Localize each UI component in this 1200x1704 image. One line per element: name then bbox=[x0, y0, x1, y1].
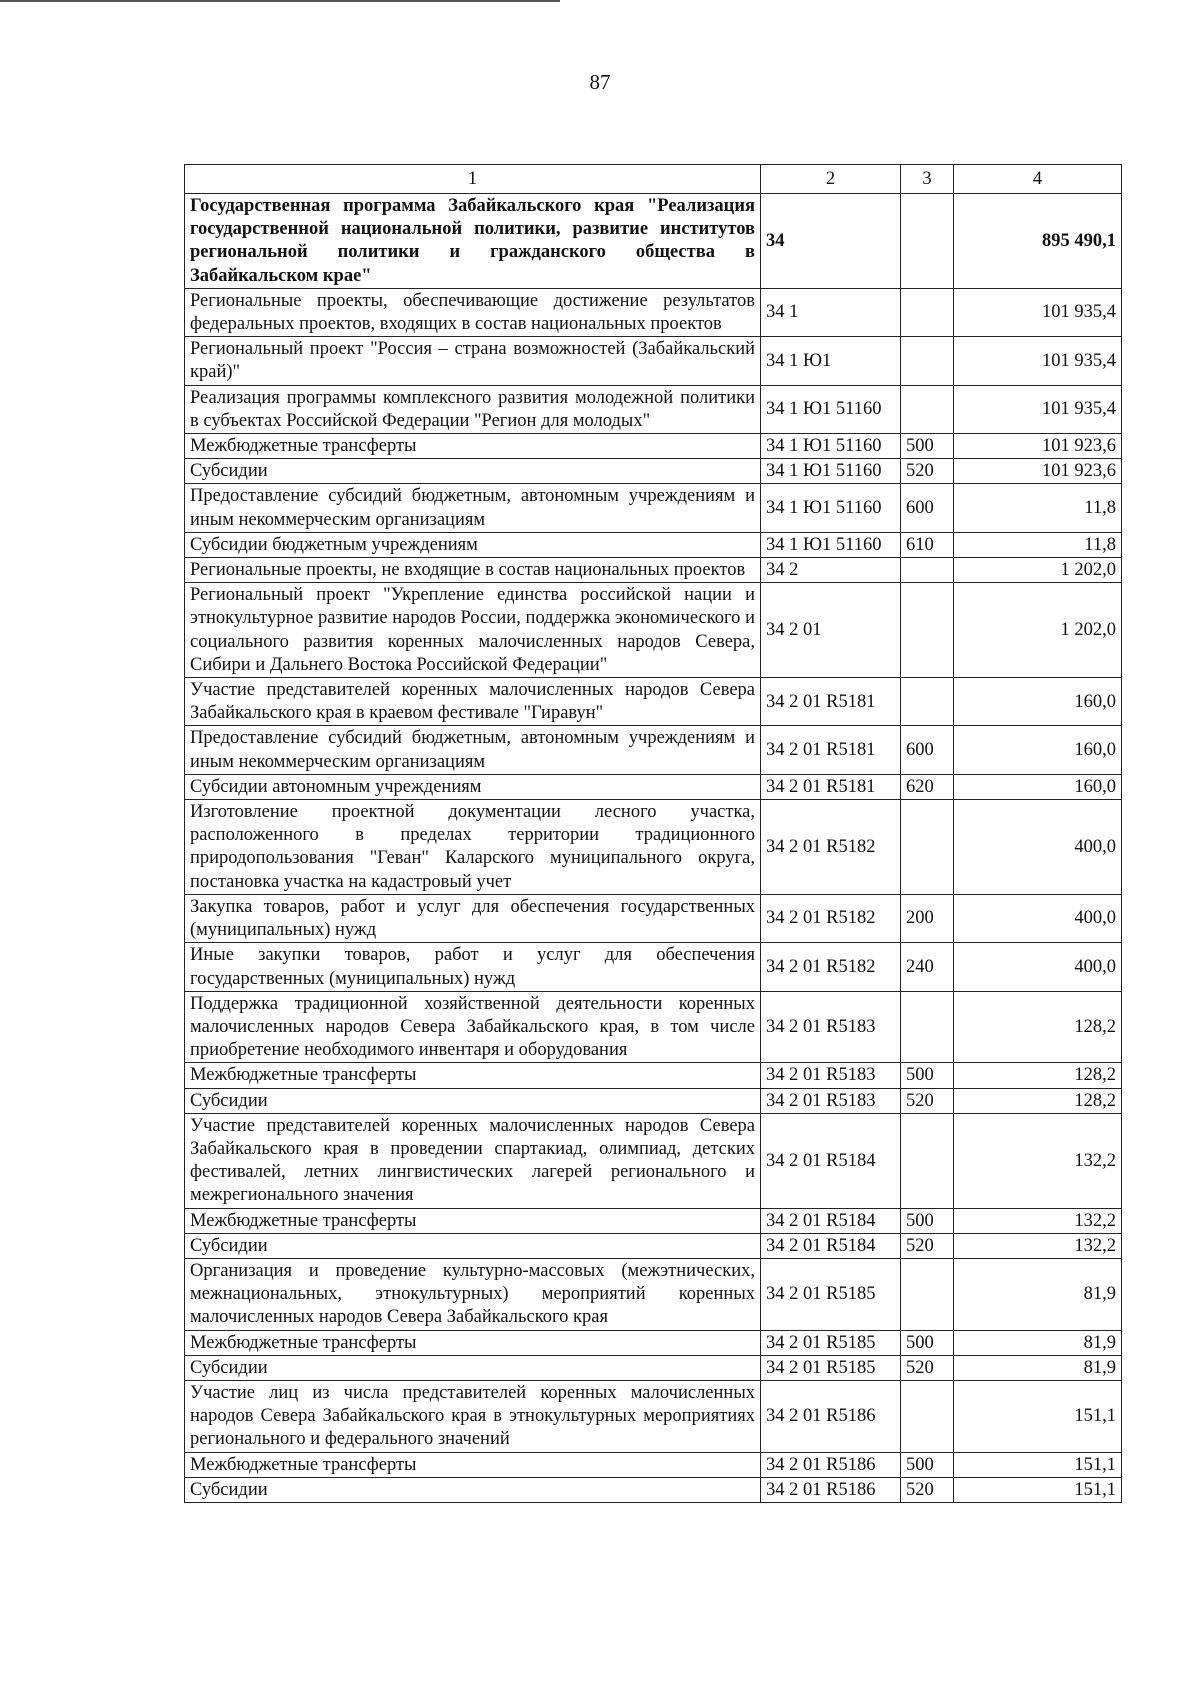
row-amount-cell: 132,2 bbox=[954, 1208, 1122, 1233]
row-name-cell: Межбюджетные трансферты bbox=[185, 1208, 761, 1233]
row-expense-type-cell: 600 bbox=[901, 726, 954, 774]
row-name-cell: Региональный проект "Укрепление единства российской нации и этнокультурное развитие народов России, поддержка экономического и социального развития коренных малочисленных народов Севера, Сибири и Дальнего Востока Российской Федерации" bbox=[185, 583, 761, 678]
budget-table bbox=[184, 164, 1122, 1503]
row-expense-type-cell bbox=[901, 991, 954, 1063]
row-expense-type-cell: 610 bbox=[901, 532, 954, 557]
row-expense-type-cell: 500 bbox=[901, 1330, 954, 1355]
table-row bbox=[185, 1355, 1122, 1380]
table-row bbox=[185, 337, 1122, 385]
row-code-cell: 34 2 01 R5182 bbox=[761, 894, 901, 942]
row-name-cell: Участие лиц из числа представителей коренных малочисленных народов Севера Забайкальского края в этнокультурных мероприятиях регионального и федерального значений bbox=[185, 1380, 761, 1452]
row-amount-cell: 101 935,4 bbox=[954, 288, 1122, 336]
row-amount-cell: 101 923,6 bbox=[954, 459, 1122, 484]
row-name-cell: Организация и проведение культурно-массовых (межэтнических, межнациональных, этнокультурных) мероприятий коренных малочисленных народов Севера Забайкальского края bbox=[185, 1258, 761, 1330]
row-code-cell: 34 2 01 bbox=[761, 583, 901, 678]
row-amount-cell: 151,1 bbox=[954, 1477, 1122, 1502]
table-row bbox=[185, 1258, 1122, 1330]
row-code-cell: 34 2 01 R5181 bbox=[761, 726, 901, 774]
table-row bbox=[185, 894, 1122, 942]
row-expense-type-cell: 240 bbox=[901, 943, 954, 991]
row-amount-cell: 128,2 bbox=[954, 1088, 1122, 1113]
row-amount-cell: 101 935,4 bbox=[954, 385, 1122, 433]
row-code-cell: 34 1 Ю1 bbox=[761, 337, 901, 385]
row-name-cell: Участие представителей коренных малочисленных народов Севера Забайкальского края в проведении спартакиад, олимпиад, детских фестивалей, летних лингвистических лагерей регионального и межрегионального значения bbox=[185, 1113, 761, 1208]
row-name-cell: Межбюджетные трансферты bbox=[185, 1330, 761, 1355]
row-name-cell: Поддержка традиционной хозяйственной деятельности коренных малочисленных народов Севера Забайкальского края, в том числе приобретение необходимого инвентаря и оборудования bbox=[185, 991, 761, 1063]
page-number: 87 bbox=[589, 70, 611, 94]
table-row bbox=[185, 800, 1122, 895]
row-name-cell: Субсидии бюджетным учреждениям bbox=[185, 532, 761, 557]
row-expense-type-cell bbox=[901, 288, 954, 336]
table-row bbox=[185, 532, 1122, 557]
row-expense-type-cell: 520 bbox=[901, 1088, 954, 1113]
row-amount-cell: 128,2 bbox=[954, 1063, 1122, 1088]
row-code-cell: 34 2 01 R5184 bbox=[761, 1208, 901, 1233]
row-code-cell: 34 2 01 R5182 bbox=[761, 943, 901, 991]
top-edge-line bbox=[0, 0, 560, 2]
row-code-cell: 34 2 01 R5181 bbox=[761, 774, 901, 799]
row-amount-cell: 1 202,0 bbox=[954, 583, 1122, 678]
row-code-cell: 34 2 01 R5183 bbox=[761, 1088, 901, 1113]
table-row bbox=[185, 583, 1122, 678]
row-expense-type-cell: 600 bbox=[901, 484, 954, 532]
row-amount-cell: 400,0 bbox=[954, 800, 1122, 895]
table-row bbox=[185, 1208, 1122, 1233]
row-expense-type-cell: 620 bbox=[901, 774, 954, 799]
row-name-cell: Изготовление проектной документации лесного участка, расположенного в пределах территории традиционного природопользования "Геван" Каларского муниципального округа, постановка участка на кадастровый учет bbox=[185, 800, 761, 895]
table-row bbox=[185, 1330, 1122, 1355]
table-row bbox=[185, 726, 1122, 774]
row-amount-cell: 1 202,0 bbox=[954, 558, 1122, 583]
row-expense-type-cell: 520 bbox=[901, 1477, 954, 1502]
row-expense-type-cell: 500 bbox=[901, 434, 954, 459]
row-code-cell: 34 2 01 R5186 bbox=[761, 1452, 901, 1477]
row-amount-cell: 160,0 bbox=[954, 678, 1122, 726]
table-row bbox=[185, 943, 1122, 991]
row-expense-type-cell: 520 bbox=[901, 1233, 954, 1258]
row-amount-cell: 400,0 bbox=[954, 943, 1122, 991]
row-name-cell: Субсидии автономным учреждениям bbox=[185, 774, 761, 799]
row-code-cell: 34 1 Ю1 51160 bbox=[761, 532, 901, 557]
row-amount-cell: 11,8 bbox=[954, 532, 1122, 557]
row-amount-cell: 81,9 bbox=[954, 1330, 1122, 1355]
row-name-cell: Региональный проект "Россия – страна возможностей (Забайкальский край)" bbox=[185, 337, 761, 385]
table-row bbox=[185, 1113, 1122, 1208]
row-name-cell: Реализация программы комплексного развития молодежной политики в субъектах Российской Федерации "Регион для молодых" bbox=[185, 385, 761, 433]
row-amount-cell: 81,9 bbox=[954, 1355, 1122, 1380]
table-row bbox=[185, 434, 1122, 459]
row-expense-type-cell bbox=[901, 1258, 954, 1330]
row-name-cell: Региональные проекты, обеспечивающие достижение результатов федеральных проектов, входящих в состав национальных проектов bbox=[185, 288, 761, 336]
row-expense-type-cell bbox=[901, 1380, 954, 1452]
row-amount-cell: 128,2 bbox=[954, 991, 1122, 1063]
row-name-cell: Субсидии bbox=[185, 1233, 761, 1258]
row-code-cell: 34 2 01 R5183 bbox=[761, 991, 901, 1063]
row-expense-type-cell bbox=[901, 583, 954, 678]
row-expense-type-cell: 520 bbox=[901, 1355, 954, 1380]
table-row bbox=[185, 1088, 1122, 1113]
row-name-cell: Участие представителей коренных малочисленных народов Севера Забайкальского края в краевом фестивале "Гиравун" bbox=[185, 678, 761, 726]
row-expense-type-cell bbox=[901, 800, 954, 895]
table-body bbox=[185, 194, 1122, 1503]
row-name-cell: Закупка товаров, работ и услуг для обеспечения государственных (муниципальных) нужд bbox=[185, 894, 761, 942]
row-amount-cell: 400,0 bbox=[954, 894, 1122, 942]
row-code-cell: 34 2 01 R5185 bbox=[761, 1330, 901, 1355]
column-header-4: 4 bbox=[954, 165, 1122, 194]
row-name-cell: Межбюджетные трансферты bbox=[185, 1063, 761, 1088]
table-row bbox=[185, 1477, 1122, 1502]
row-amount-cell: 11,8 bbox=[954, 484, 1122, 532]
row-expense-type-cell bbox=[901, 337, 954, 385]
row-amount-cell: 132,2 bbox=[954, 1113, 1122, 1208]
row-expense-type-cell bbox=[901, 558, 954, 583]
row-code-cell: 34 2 01 R5184 bbox=[761, 1113, 901, 1208]
table-row bbox=[185, 288, 1122, 336]
row-code-cell: 34 1 bbox=[761, 288, 901, 336]
row-code-cell: 34 2 01 R5182 bbox=[761, 800, 901, 895]
row-amount-cell: 895 490,1 bbox=[954, 194, 1122, 289]
row-expense-type-cell bbox=[901, 194, 954, 289]
row-code-cell: 34 2 01 R5185 bbox=[761, 1355, 901, 1380]
row-code-cell: 34 1 Ю1 51160 bbox=[761, 459, 901, 484]
row-code-cell: 34 2 bbox=[761, 558, 901, 583]
table-row bbox=[185, 385, 1122, 433]
row-code-cell: 34 1 Ю1 51160 bbox=[761, 484, 901, 532]
row-name-cell: Предоставление субсидий бюджетным, автономным учреждениям и иным некоммерческим организациям bbox=[185, 726, 761, 774]
row-code-cell: 34 2 01 R5186 bbox=[761, 1477, 901, 1502]
row-code-cell: 34 2 01 R5186 bbox=[761, 1380, 901, 1452]
table-row bbox=[185, 991, 1122, 1063]
table-row bbox=[185, 1452, 1122, 1477]
row-amount-cell: 132,2 bbox=[954, 1233, 1122, 1258]
table-row bbox=[185, 558, 1122, 583]
row-code-cell: 34 bbox=[761, 194, 901, 289]
row-code-cell: 34 2 01 R5183 bbox=[761, 1063, 901, 1088]
row-amount-cell: 101 935,4 bbox=[954, 337, 1122, 385]
row-name-cell: Субсидии bbox=[185, 459, 761, 484]
row-name-cell: Государственная программа Забайкальского края "Реализация государственной национальной политики, развитие институтов региональной политики и гражданского общества в Забайкальском крае" bbox=[185, 194, 761, 289]
row-expense-type-cell bbox=[901, 1113, 954, 1208]
row-expense-type-cell: 200 bbox=[901, 894, 954, 942]
row-expense-type-cell: 500 bbox=[901, 1208, 954, 1233]
row-amount-cell: 101 923,6 bbox=[954, 434, 1122, 459]
row-amount-cell: 81,9 bbox=[954, 1258, 1122, 1330]
row-amount-cell: 160,0 bbox=[954, 726, 1122, 774]
column-header-3: 3 bbox=[901, 165, 954, 194]
row-amount-cell: 151,1 bbox=[954, 1452, 1122, 1477]
table-header-row bbox=[185, 165, 1122, 194]
row-code-cell: 34 2 01 R5184 bbox=[761, 1233, 901, 1258]
row-name-cell: Субсидии bbox=[185, 1477, 761, 1502]
table-row bbox=[185, 678, 1122, 726]
row-name-cell: Субсидии bbox=[185, 1088, 761, 1113]
row-code-cell: 34 1 Ю1 51160 bbox=[761, 385, 901, 433]
row-name-cell: Субсидии bbox=[185, 1355, 761, 1380]
row-name-cell: Иные закупки товаров, работ и услуг для обеспечения государственных (муниципальных) нужд bbox=[185, 943, 761, 991]
row-name-cell: Межбюджетные трансферты bbox=[185, 1452, 761, 1477]
table-row bbox=[185, 1380, 1122, 1452]
table-row bbox=[185, 1233, 1122, 1258]
table-row bbox=[185, 459, 1122, 484]
row-expense-type-cell bbox=[901, 678, 954, 726]
row-name-cell: Межбюджетные трансферты bbox=[185, 434, 761, 459]
row-code-cell: 34 2 01 R5181 bbox=[761, 678, 901, 726]
row-expense-type-cell: 500 bbox=[901, 1063, 954, 1088]
column-header-1: 1 bbox=[185, 165, 761, 194]
row-name-cell: Региональные проекты, не входящие в состав национальных проектов bbox=[185, 558, 761, 583]
table-row bbox=[185, 774, 1122, 799]
column-header-2: 2 bbox=[761, 165, 901, 194]
row-code-cell: 34 1 Ю1 51160 bbox=[761, 434, 901, 459]
row-expense-type-cell bbox=[901, 385, 954, 433]
row-expense-type-cell: 520 bbox=[901, 459, 954, 484]
table-row bbox=[185, 1063, 1122, 1088]
table-row bbox=[185, 484, 1122, 532]
row-amount-cell: 160,0 bbox=[954, 774, 1122, 799]
row-name-cell: Предоставление субсидий бюджетным, автономным учреждениям и иным некоммерческим организациям bbox=[185, 484, 761, 532]
table-row bbox=[185, 194, 1122, 289]
row-amount-cell: 151,1 bbox=[954, 1380, 1122, 1452]
row-expense-type-cell: 500 bbox=[901, 1452, 954, 1477]
row-code-cell: 34 2 01 R5185 bbox=[761, 1258, 901, 1330]
